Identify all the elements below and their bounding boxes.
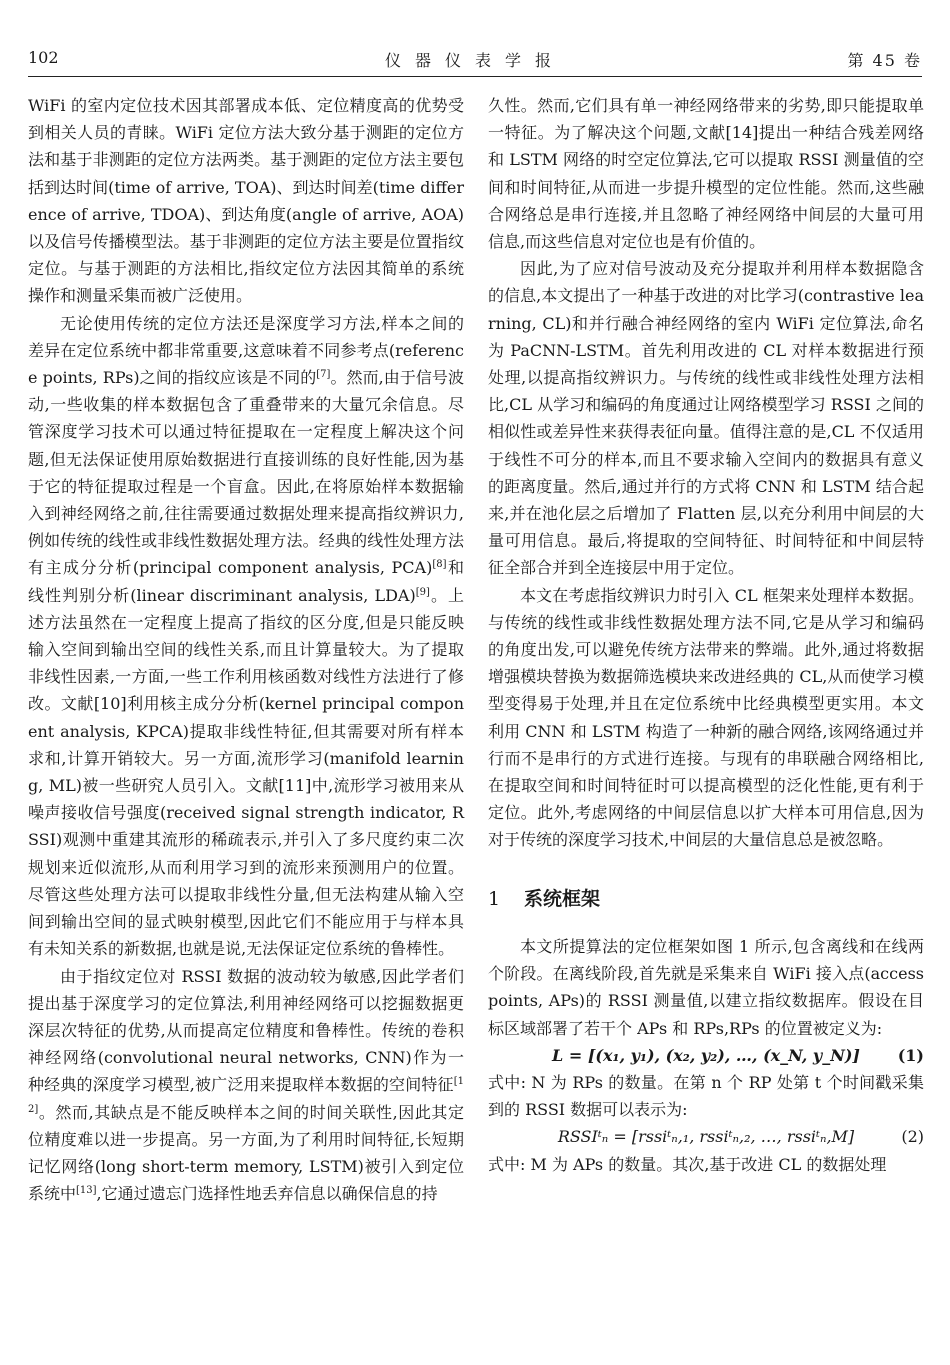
- equation: [488, 1042, 924, 1069]
- citation: [7]: [316, 369, 331, 381]
- equation: [488, 1123, 924, 1150]
- citation: [12]: [28, 1076, 464, 1115]
- section-title: 系统框架: [524, 887, 601, 910]
- section-heading: [488, 886, 924, 913]
- section-number: 1: [488, 887, 501, 910]
- paragraph: 因此,为了应对信号波动及充分提取并利用样本数据隐含的信息,本文提出了一种基于改进的对比学习(contrastive learning, CL)和并行融合神经网络的室内 WiFi 定位算法,命名为 PaCNN-LSTM。首先利用改进的 CL 对样本数据进行预处理,以提高指纹辨识力。与传统的线性或非线性处理方法相比,CL 从学习和编码的角度通过让网络模型学习 RSSI 之间的相似性或差异性来获得表征向量。值得注意的是,CL 不仅适用于线性不可分的样本,而且不要求输入空间内的数据具有意义的距离度量。然后,通过并行的方式将 CNN 和 LSTM 结合起来,并在池化层之后增加了 Flatten 层,以充分利用中间层的大量可用信息。最后,将提取的空间特征、时间特征和中间层特征全部合并到全连接层中用于定位。: [488, 259, 924, 578]
- citation: [8]: [432, 559, 447, 571]
- page-number: 102: [28, 48, 59, 67]
- text-run: 无论使用传统的定位方法还是深度学习方法,样本之间的差异在定位系统中都非常重要,这意味着不同参考点(reference points, RPs)之间的指纹应该是不同的: [28, 313, 464, 388]
- text-run: 由于指纹定位对 RSSI 数据的波动较为敏感,因此学者们提出基于深度学习的定位算法,利用神经网络可以挖掘数据更深层次特征的优势,从而提高定位精度和鲁棒性。传统的卷积神经网络(convolutional neural networks, CNN)作为一种经典的深度学习模型,被广泛用来提取样本数据的空间特征: [28, 966, 464, 1095]
- journal-title: 仪器仪表学报: [384, 51, 565, 70]
- page-header: [28, 48, 922, 72]
- left-column: [28, 92, 464, 1207]
- text-run: 。上述方法虽然在一定程度上提高了指纹的区分度,但是只能反映输入空间到输出空间的线性关系,而且计算量较大。为了提取非线性因素,一方面,一些工作利用核函数对线性方法进行了修改。文献[10]利用核主成分分析(kernel principal component analysis, KPCA)提取非线性特征,但其需要对所有样本求和,计算开销较大。另一方面,流形学习(manifold learning, ML)被一些研究人员引入。文献[11]中,流形学习被用来从噪声接收信号强度(received signal strength indicator, RSSI)观测中重建其流形的稀疏表示,并引入了多尺度约束二次规划来近似流形,从而利用学习到的流形来预测用户的位置。尽管这些处理方法可以提取非线性分量,但无法构建从输入空间到输出空间的显式映射模型,因此它们不能应用于与样本具有未知关系的新数据,也就是说,无法保证定位系统的鲁棒性。: [28, 585, 464, 959]
- text-run: 。然而,其缺点是不能反映样本之间的时间关联性,因此其定位精度难以进一步提高。另一方面,为了利用时间特征,长短期记忆网络(long short-term memory, LSTM)被引入到定位系统中: [28, 1102, 464, 1204]
- equation-number: (1): [897, 1045, 924, 1065]
- text-run: 。然而,由于信号波动,一些收集的样本数据包含了重叠带来的大量冗余信息。尽管深度学习技术可以通过特征提取在一定程度上解决这个问题,但无法保证使用原始数据进行直接训练的良好性能,因为基于它的特征提取过程是一个盲盒。因此,在将原始样本数据输入到神经网络之前,往往需要通过数据处理来提高指纹辨识力,例如传统的线性或非线性数据处理方法。经典的线性处理方法有主成分分析(principal component analysis, PCA): [28, 368, 464, 578]
- equation-body: RSSIᵗₙ = [rssiᵗₙ,₁, rssiᵗₙ,₂, …, rssiᵗₙ,M]: [557, 1127, 855, 1147]
- equation-body: L = [(x₁, y₁), (x₂, y₂), …, (x_N, y_N)]: [552, 1045, 860, 1065]
- header-rule: [28, 76, 922, 77]
- right-column: [488, 92, 924, 1178]
- paragraph: [28, 963, 464, 1208]
- paragraph: 本文所提算法的定位框架如图 1 所示,包含离线和在线两个阶段。在离线阶段,首先就是采集来自 WiFi 接入点(access points, APs)的 RSSI 测量值,以建立指纹数据库。假设在目标区域部署了若干个 APs 和 RPs,RPs 的位置被定义为:: [488, 936, 924, 1038]
- paragraph: WiFi 的室内定位技术因其部署成本低、定位精度高的优势受到相关人员的青睐。WiFi 定位方法大致分基于测距的定位方法和基于非测距的定位方法两类。基于测距的定位方法主要包括到达时间(time of arrive, TOA)、到达时间差(time difference of arrive, TDOA)、到达角度(angle of arrive, AOA)以及信号传播模型法。基于非测距的定位方法主要是位置指纹定位。与基于测距的方法相比,指纹定位方法因其简单的系统操作和测量采集而被广泛使用。: [28, 96, 464, 306]
- volume-label: 第 45 卷: [847, 51, 922, 70]
- citation: [9]: [415, 586, 430, 598]
- paragraph: [28, 310, 464, 963]
- paragraph: 式中: M 为 APs 的数量。其次,基于改进 CL 的数据处理: [488, 1154, 887, 1174]
- text-run: 和线性判别分析(linear discriminant analysis, LDA): [28, 558, 464, 605]
- paragraph: 式中: N 为 RPs 的数量。在第 n 个 RP 处第 t 个时间戳采集到的 RSSI 数据可以表示为:: [488, 1072, 924, 1120]
- equation-number: (2): [901, 1127, 924, 1147]
- paragraph: 本文在考虑指纹辨识力时引入 CL 框架来处理样本数据。与传统的线性或非线性数据处理方法不同,它是从学习和编码的角度出发,可以避免传统方法带来的弊端。此外,通过将数据增强模块替换为数据筛选模块来改进经典的 CL,从而使学习模型变得易于处理,并且在定位系统中比经典模型更实用。本文利用 CNN 和 LSTM 构造了一种新的融合网络,该网络通过并行而不是串行的方式进行连接。与现有的串联融合网络相比,在提取空间和时间特征时可以提高模型的泛化性能,更有利于定位。此外,考虑网络的中间层信息以扩大样本可用信息,因为对于传统的深度学习技术,中间层的大量信息总是被忽略。: [488, 585, 924, 850]
- paragraph: 久性。然而,它们具有单一神经网络带来的劣势,即只能提取单一特征。为了解决这个问题,文献[14]提出一种结合残差网络和 LSTM 网络的时空定位算法,它可以提取 RSSI 测量值的空间和时间特征,从而进一步提升模型的定位性能。然而,这些融合网络总是串行连接,并且忽略了神经网络中间层的大量可用信息,而这些信息对定位也是有价值的。: [488, 96, 924, 252]
- text-run: ,它通过遗忘门选择性地丢弃信息以确保信息的持: [96, 1184, 438, 1204]
- citation: [13]: [76, 1185, 97, 1197]
